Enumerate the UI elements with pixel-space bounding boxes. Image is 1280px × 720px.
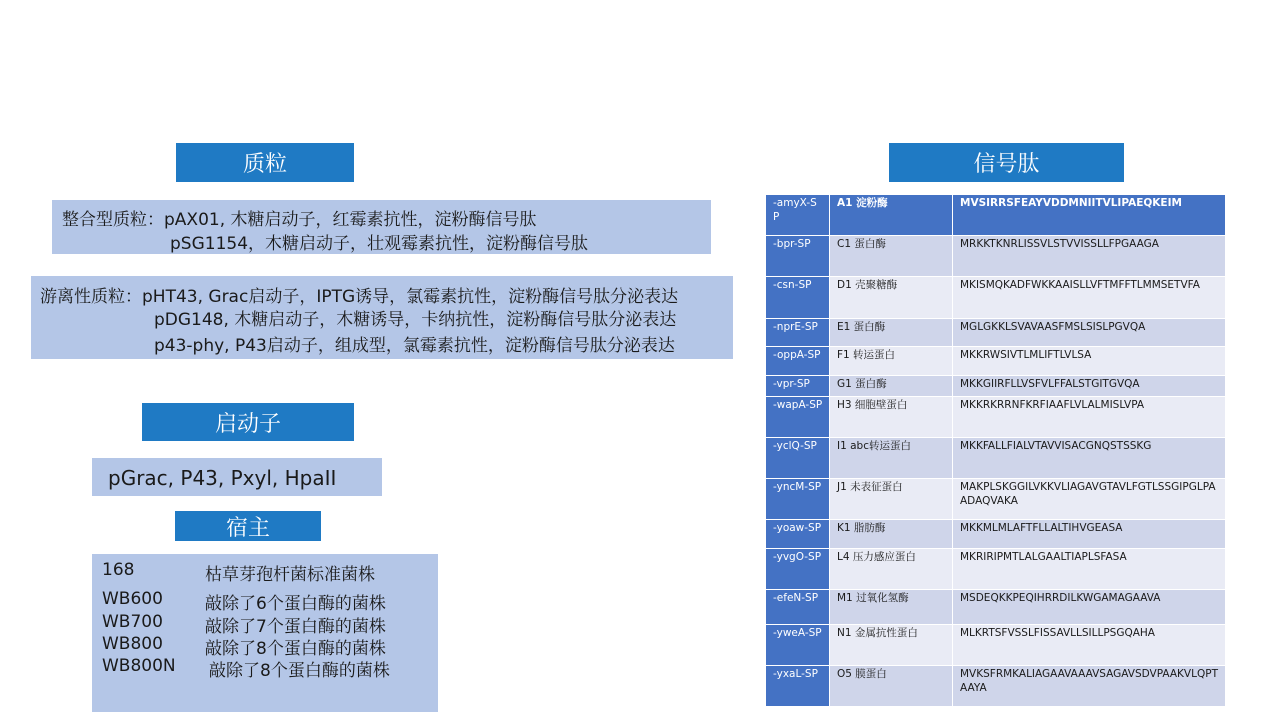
signal-peptide-name: -csn-SP — [766, 277, 830, 319]
integrative-plasmid-box — [52, 200, 711, 254]
signal-peptide-name: -wapA-SP — [766, 397, 830, 438]
host-strain-name: WB600 — [102, 589, 163, 609]
free-plasmid-box — [31, 276, 733, 359]
signal-peptide-name: -yvgO-SP — [766, 549, 830, 590]
signal-peptide-name: -nprE-SP — [766, 319, 830, 347]
signal-peptide-table — [765, 194, 1226, 707]
peptide-sequence: MKKRWSIVTLMLIFTLVLSA — [953, 347, 1226, 376]
free-plasmid-line-1: 游离性质粒：pHT43, Grac启动子，IPTG诱导，氯霉素抗性，淀粉酶信号肽分泌表达 — [40, 287, 679, 307]
source-protein: G1 蛋白酶 — [830, 376, 953, 397]
integrative-plasmid-line-1: 整合型质粒：pAX01, 木糖启动子，红霉素抗性，淀粉酶信号肽 — [62, 210, 537, 230]
table-row — [766, 236, 1226, 277]
table-row — [766, 590, 1226, 625]
plasmid-header — [176, 143, 354, 182]
signal-peptide-name: -yclQ-SP — [766, 438, 830, 479]
signal-peptide-name: -amyX-SP — [766, 195, 830, 236]
table-row — [766, 438, 1226, 479]
table-row — [766, 625, 1226, 666]
source-protein: E1 蛋白酶 — [830, 319, 953, 347]
table-row — [766, 376, 1226, 397]
source-protein: C1 蛋白酶 — [830, 236, 953, 277]
peptide-sequence: MLKRTSFVSSLFISSAVLLSILLPSGQAHA — [953, 625, 1226, 666]
host-header — [175, 511, 321, 541]
signal-peptide-name: -yweA-SP — [766, 625, 830, 666]
host-strain-desc: 敲除了7个蛋白酶的菌株 — [205, 617, 386, 637]
signal-peptide-name: -efeN-SP — [766, 590, 830, 625]
table-row — [766, 666, 1226, 707]
host-strain-desc: 敲除了8个蛋白酶的菌株 — [205, 639, 386, 659]
peptide-sequence: MGLGKKLSVAVAASFMSLSISLPGVQA — [953, 319, 1226, 347]
free-plasmid-line-3: p43-phy, P43启动子，组成型，氯霉素抗性，淀粉酶信号肽分泌表达 — [154, 336, 675, 356]
peptide-sequence: MAKPLSKGGILVKKVLIAGAVGTAVLFGTLSSGIPGLPAADAQVAKA — [953, 479, 1226, 520]
signal-peptide-title: 信号肽 — [973, 152, 1040, 177]
free-plasmid-line-2: pDG148, 木糖启动子，木糖诱导，卡纳抗性，淀粉酶信号肽分泌表达 — [154, 310, 677, 330]
host-strain-desc: 敲除了8个蛋白酶的菌株 — [209, 661, 390, 681]
source-protein: I1 abc转运蛋白 — [830, 438, 953, 479]
promoter-title: 启动子 — [214, 411, 281, 437]
source-protein: L4 压力感应蛋白 — [830, 549, 953, 590]
table-row — [766, 549, 1226, 590]
host-strain-name: WB800N — [102, 656, 176, 676]
signal-peptide-name: -vpr-SP — [766, 376, 830, 397]
host-strain-box — [92, 554, 438, 712]
source-protein: H3 细胞壁蛋白 — [830, 397, 953, 438]
table-row — [766, 319, 1226, 347]
host-strain-desc: 枯草芽孢杆菌标准菌株 — [205, 565, 375, 585]
plasmid-title: 质粒 — [242, 152, 287, 177]
promoter-header — [142, 403, 354, 441]
peptide-sequence: MSDEQKKPEQIHRRDILKWGAMAGAAVA — [953, 590, 1226, 625]
table-row — [766, 479, 1226, 520]
source-protein: J1 未表征蛋白 — [830, 479, 953, 520]
table-row — [766, 195, 1226, 236]
source-protein: A1 淀粉酶 — [830, 195, 953, 236]
signal-peptide-name: -bpr-SP — [766, 236, 830, 277]
promoter-list-box — [92, 458, 382, 496]
source-protein: F1 转运蛋白 — [830, 347, 953, 376]
host-title: 宿主 — [225, 515, 270, 541]
peptide-sequence: MVKSFRMKALIAGAAVAAAVSAGAVSDVPAAKVLQPTAAYA — [953, 666, 1226, 707]
source-protein: K1 脂肪酶 — [830, 520, 953, 549]
host-strain-desc: 敲除了6个蛋白酶的菌株 — [205, 594, 386, 614]
table-row — [766, 520, 1226, 549]
source-protein: O5 膜蛋白 — [830, 666, 953, 707]
table-row — [766, 277, 1226, 319]
host-strain-name: WB800 — [102, 634, 163, 654]
signal-peptide-header — [889, 143, 1124, 182]
peptide-sequence: MKISMQKADFWKKAAISLLVFTMFFTLMMSETVFA — [953, 277, 1226, 319]
peptide-sequence: MKKFALLFIALVTAVVISACGNQSTSSKG — [953, 438, 1226, 479]
peptide-sequence: MKKRKRRNFKRFIAAFLVLALMISLVPA — [953, 397, 1226, 438]
signal-peptide-name: -oppA-SP — [766, 347, 830, 376]
peptide-sequence: MKKGIIRFLLVSFVLFFALSTGITGVQA — [953, 376, 1226, 397]
peptide-sequence: MKKMLMLAFTFLLALTIHVGEASA — [953, 520, 1226, 549]
table-row — [766, 397, 1226, 438]
source-protein: D1 壳聚糖酶 — [830, 277, 953, 319]
source-protein: M1 过氧化氢酶 — [830, 590, 953, 625]
integrative-plasmid-line-2: pSG1154，木糖启动子，壮观霉素抗性，淀粉酶信号肽 — [170, 234, 589, 254]
table-row — [766, 347, 1226, 376]
signal-peptide-name: -yxaL-SP — [766, 666, 830, 707]
signal-peptide-name: -yoaw-SP — [766, 520, 830, 549]
source-protein: N1 金属抗性蛋白 — [830, 625, 953, 666]
signal-peptide-name: -yncM-SP — [766, 479, 830, 520]
peptide-sequence: MVSIRRSFEAYVDDMNIITVLIPAEQKEIM — [953, 195, 1226, 236]
host-strain-name: WB700 — [102, 612, 163, 632]
peptide-sequence: MKRIRIPMTLALGAALTIAPLSFASA — [953, 549, 1226, 590]
peptide-sequence: MRKKTKNRLISSVLSTVVISSLLFPGAAGA — [953, 236, 1226, 277]
promoter-list: pGrac, P43, Pxyl, HpaII — [108, 466, 337, 490]
host-strain-name: 168 — [102, 560, 135, 580]
